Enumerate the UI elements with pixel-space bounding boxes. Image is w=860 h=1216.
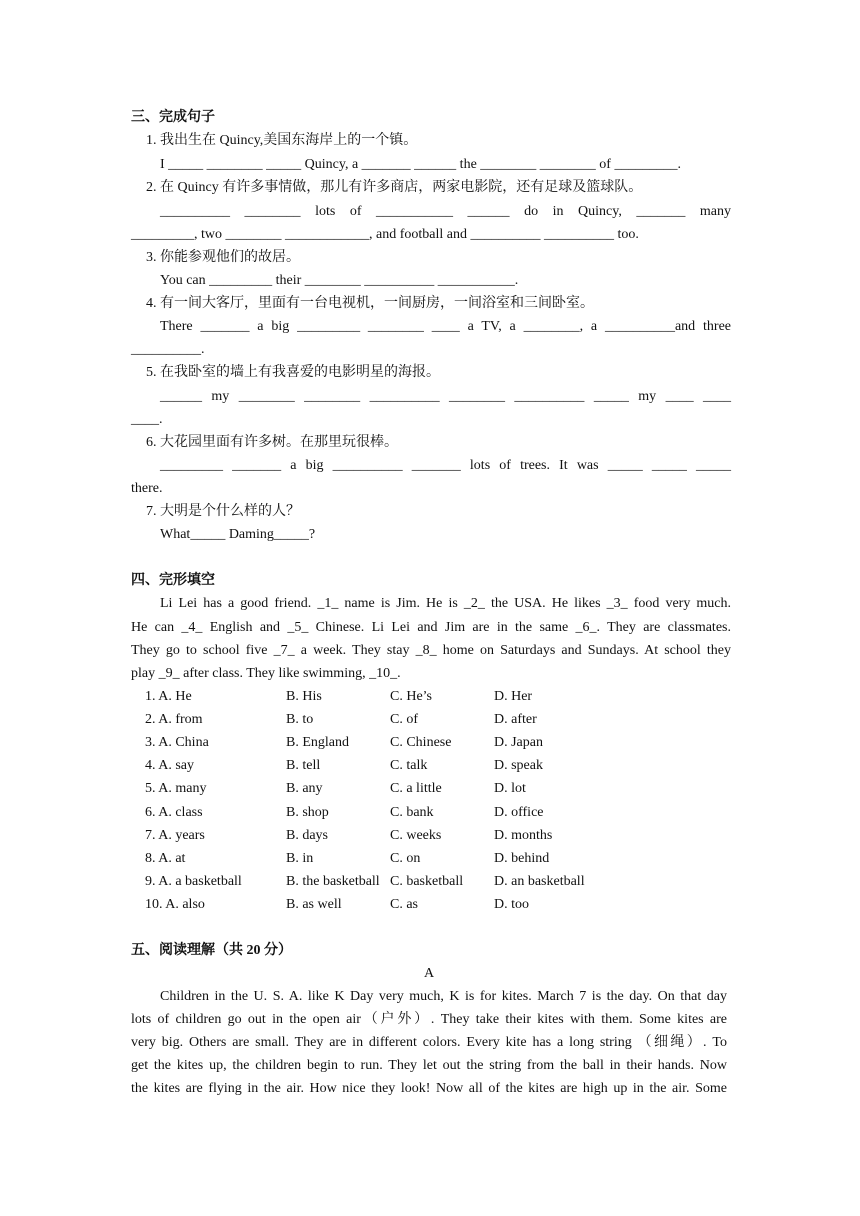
option-9-C: C. basketball [390, 874, 464, 889]
section3-heading: 三、完成句子 [131, 110, 215, 125]
q6-chinese: 6. 大花园里面有许多树。在那里玩很棒。 [146, 435, 398, 450]
option-10-A: 10. A. also [145, 897, 205, 912]
reading-passage-line3: very big. Others are small. They are in different colors. Every kite has a long string （细绳）. To [131, 1035, 727, 1050]
option-5-A: 5. A. many [145, 781, 207, 796]
option-5-D: D. lot [494, 781, 526, 796]
option-6-A: 6. A. class [145, 805, 203, 820]
option-4-D: D. speak [494, 758, 543, 773]
q4-english-line1: There _______ a big _________ ________ ____ a TV, a ________, a __________and three [160, 319, 731, 334]
option-1-B: B. His [286, 689, 322, 704]
reading-passage-line5: the kites are flying in the air. How nice they look! Now all of the kites are high up in the air. Some [131, 1081, 727, 1096]
option-8-B: B. in [286, 851, 314, 866]
option-3-B: B. England [286, 735, 349, 750]
q3-chinese: 3. 你能参观他们的故居。 [146, 250, 300, 265]
option-2-C: C. of [390, 712, 418, 727]
option-7-A: 7. A. years [145, 828, 205, 843]
option-5-C: C. a little [390, 781, 442, 796]
q4-english-line2: __________. [131, 342, 205, 357]
option-2-D: D. after [494, 712, 537, 727]
option-10-C: C. as [390, 897, 418, 912]
cloze-passage-line2: He can _4_ English and _5_ Chinese. Li Lei and Jim are in the same _6_. They are classmates. [131, 620, 731, 635]
q2-english-line2: _________, two ________ ____________, and football and __________ __________ too. [131, 227, 639, 242]
option-10-D: D. too [494, 897, 529, 912]
q6-english-line2: there. [131, 481, 163, 496]
reading-passage-line1: Children in the U. S. A. like K Day very much, K is for kites. March 7 is the day. On that day [160, 989, 727, 1004]
q5-english-line2: ____. [131, 412, 163, 427]
option-7-D: D. months [494, 828, 553, 843]
q1-chinese: 1. 我出生在 Quincy,美国东海岸上的一个镇。 [146, 133, 418, 148]
option-6-B: B. shop [286, 805, 329, 820]
q2-chinese: 2. 在 Quincy 有许多事情做，那儿有许多商店，两家电影院，还有足球及篮球队。 [146, 180, 643, 195]
option-3-D: D. Japan [494, 735, 543, 750]
section4-heading: 四、完形填空 [131, 573, 215, 588]
option-4-A: 4. A. say [145, 758, 194, 773]
q2-english-line1: __________ ________ lots of ___________ ______ do in Quincy, _______ many [160, 204, 731, 219]
q5-chinese: 5. 在我卧室的墙上有我喜爱的电影明星的海报。 [146, 365, 440, 380]
option-6-C: C. bank [390, 805, 434, 820]
option-8-D: D. behind [494, 851, 550, 866]
option-5-B: B. any [286, 781, 323, 796]
option-3-C: C. Chinese [390, 735, 452, 750]
q1-english: I _____ ________ _____ Quincy, a _______ ______ the ________ ________ of _________. [160, 157, 681, 172]
option-8-A: 8. A. at [145, 851, 186, 866]
q4-chinese: 4. 有一间大客厅，里面有一台电视机，一间厨房，一间浴室和三间卧室。 [146, 296, 594, 311]
q7-english: What_____ Daming_____? [160, 527, 316, 542]
q7-chinese: 7. 大明是个什么样的人？ [146, 504, 300, 519]
option-10-B: B. as well [286, 897, 342, 912]
q3-english: You can _________ their ________ __________ ___________. [160, 273, 519, 288]
option-8-C: C. on [390, 851, 421, 866]
option-7-B: B. days [286, 828, 328, 843]
option-9-D: D. an basketball [494, 874, 585, 889]
q6-english-line1: _________ _______ a big __________ _______ lots of trees. It was _____ _____ _____ [160, 458, 731, 473]
option-9-B: B. the basketball [286, 874, 380, 889]
option-9-A: 9. A. a basketball [145, 874, 242, 889]
option-7-C: C. weeks [390, 828, 442, 843]
option-1-D: D. Her [494, 689, 533, 704]
cloze-passage-line3: They go to school five _7_ a week. They stay _8_ home on Saturdays and Sundays. At school they [131, 643, 731, 658]
q5-english-line1: ______ my ________ ________ __________ ________ __________ _____ my ____ ____ [160, 389, 731, 404]
section5-heading: 五、阅读理解（共 20 分） [131, 943, 292, 958]
cloze-passage-line1: Li Lei has a good friend. _1_ name is Jim. He is _2_ the USA. He likes _3_ food very much. [160, 596, 731, 611]
reading-passage-line2: lots of children go out in the open air（户外）. They take their kites with them. Some kites are [131, 1012, 727, 1027]
option-4-C: C. talk [390, 758, 428, 773]
option-1-C: C. He’s [390, 689, 432, 704]
option-4-B: B. tell [286, 758, 321, 773]
reading-part-label: A [424, 966, 435, 981]
option-6-D: D. office [494, 805, 544, 820]
option-3-A: 3. A. China [145, 735, 209, 750]
option-2-A: 2. A. from [145, 712, 203, 727]
option-1-A: 1. A. He [145, 689, 192, 704]
cloze-passage-line4: play _9_ after class. They like swimming, _10_. [131, 666, 401, 681]
option-2-B: B. to [286, 712, 314, 727]
reading-passage-line4: get the kites up, the children begin to run. They let out the string from the ball in their hands. Now [131, 1058, 727, 1073]
